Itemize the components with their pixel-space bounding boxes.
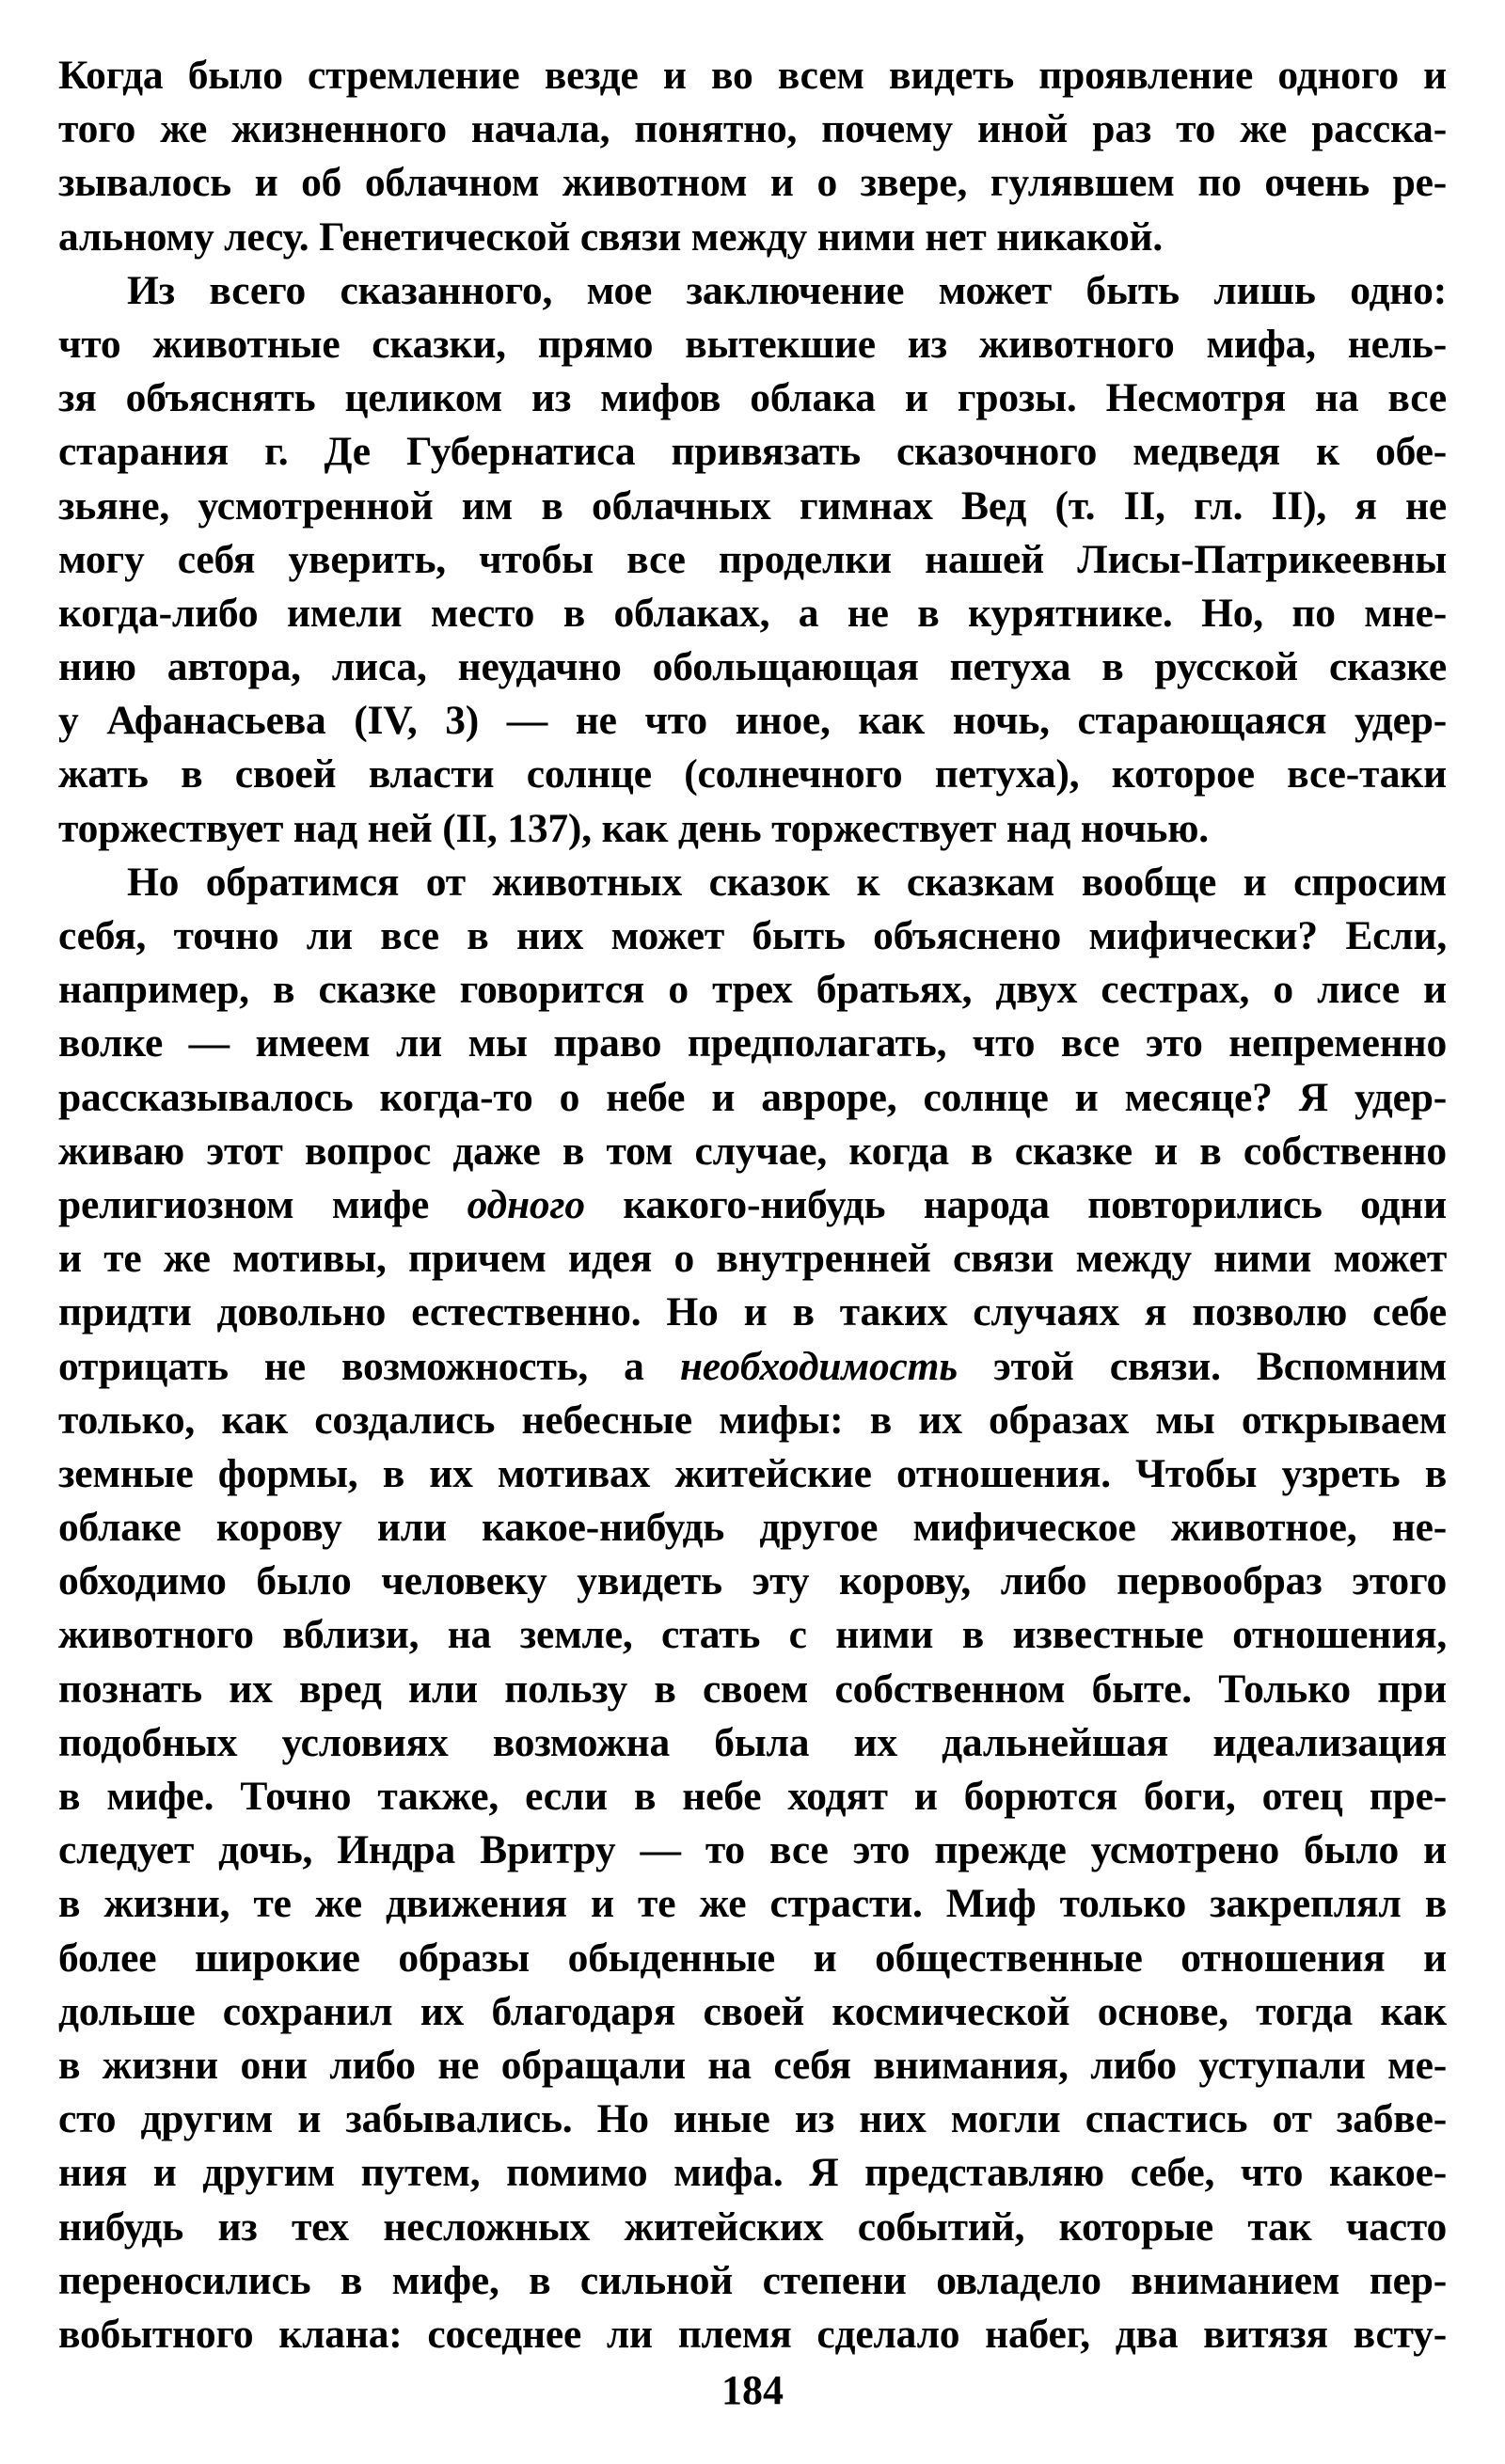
page-number: 184	[721, 2367, 784, 2413]
text-line: могу себя уверить, чтобы все проделки нашей Лисы-Патрикеевны	[58, 536, 1447, 582]
text-line	[58, 1178, 1447, 1232]
text-line: волке — имеем ли мы право предполагать, что все это непременно	[58, 1020, 1447, 1066]
text-line: себя, точно ли все в них может быть объяснено мифически? Если,	[58, 913, 1447, 958]
emphasis-text: одного	[467, 1181, 585, 1227]
text-line: только, как создались небесные мифы: в их образах мы открываем	[58, 1397, 1447, 1443]
text-line: обходимо было человеку увидеть эту корову, либо первообраз этого	[58, 1558, 1447, 1604]
text-line: зьяне, усмотренной им в облачных гимнах Вед (т. II, гл. II), я не	[58, 482, 1447, 529]
text-line: зывалось и об облачном животном и о звере, гулявшем по очень ре-	[58, 160, 1447, 206]
text-line: того же жизненного начала, понятно, почему иной раз то же расска-	[58, 106, 1447, 152]
text-line: когда-либо имели место в облаках, а не в курятнике. Но, по мне-	[58, 590, 1447, 636]
text-line: переносились в мифе, в сильной степени овладело вниманием пер-	[58, 2257, 1447, 2303]
text-segment: отрицать не возможность, а	[58, 1343, 644, 1389]
text-line: подобных условиях возможна была их дальнейшая идеализация	[58, 1719, 1447, 1765]
text-line: в жизни они либо не обращали на себя внимания, либо уступали ме-	[58, 2042, 1447, 2088]
text-line: животного вблизи, на земле, стать с ними в известные отношения,	[58, 1612, 1447, 1658]
text-line: нию автора, лиса, неудачно обольщающая петуха в русской сказке	[58, 644, 1447, 690]
text-line: в мифе. Точно также, если в небе ходят и борются боги, отец пре-	[58, 1774, 1447, 1819]
text-line: старания г. Де Губернатиса привязать сказочного медведя к обе-	[58, 429, 1447, 475]
text-segment: религиозном мифе	[58, 1181, 430, 1227]
text-line: жать в своей власти солнце (солнечного петуха), которое все-таки	[58, 751, 1447, 798]
text-line: живаю этот вопрос даже в том случае, когда в сказке и в собственно	[58, 1128, 1447, 1174]
text-line: ния и другим путем, помимо мифа. Я представляю себе, что какое-	[58, 2150, 1447, 2196]
text-line: альному лесу. Генетической связи между ними нет никакой.	[58, 213, 1164, 260]
text-line: что животные сказки, прямо вытекшие из животного мифа, нель-	[58, 321, 1447, 367]
text-line: облаке корову или какое-нибудь другое мифическое животное, не-	[58, 1505, 1447, 1551]
text-line: следует дочь, Индра Вритру — то все это прежде усмотрено было и	[58, 1827, 1447, 1873]
text-line: вобытного клана: соседнее ли племя сделало набег, два витязя всту-	[58, 2311, 1447, 2357]
text-line: нибудь из тех несложных житейских событий, которые так часто	[58, 2203, 1447, 2250]
text-line: придти довольно естественно. Но и в таких случаях я позволю себе	[58, 1289, 1447, 1335]
text-line: сто другим и забывались. Но иные из них могли спастись от забве-	[58, 2096, 1447, 2142]
text-line: Когда было стремление везде и во всем видеть проявление одного и	[58, 53, 1447, 98]
text-line: например, в сказке говорится о трех братьях, двух сестрах, о лисе и	[58, 967, 1447, 1013]
text-segment: этой связи. Вспомним	[993, 1343, 1447, 1389]
text-line: рассказывалось когда-то о небе и авроре, солнце и месяце? Я удер-	[58, 1074, 1447, 1120]
page-text	[58, 49, 1447, 2361]
text-line	[58, 1340, 1447, 1394]
text-line: земные формы, в их мотивах житейские отношения. Чтобы узреть в	[58, 1450, 1447, 1496]
text-line: и те же мотивы, причем идея о внутренней связи между ними может	[58, 1236, 1447, 1282]
text-line: у Афанасьева (IV, 3) — не что иное, как ночь, старающаяся удер-	[58, 698, 1447, 744]
paragraph-start-line: Из всего сказанного, мое заключение может быть лишь одно:	[127, 267, 1447, 313]
text-line: торжествует над ней (II, 137), как день торжествует над ночью.	[58, 805, 1209, 851]
text-line: зя объяснять целиком из мифов облака и грозы. Несмотря на все	[58, 375, 1447, 421]
text-segment: какого-нибудь народа повторились одни	[623, 1181, 1447, 1227]
text-line: дольше сохранил их благодаря своей космической основе, тогда как	[58, 1988, 1447, 2034]
paragraph-start-line: Но обратимся от животных сказок к сказкам вообще и спросим	[127, 859, 1447, 905]
text-line: более широкие образы обыденные и общественные отношения и	[58, 1935, 1447, 1981]
emphasis-text: необходимость	[679, 1343, 958, 1389]
text-line: познать их вред или пользу в своем собственном быте. Только при	[58, 1666, 1447, 1712]
text-line: в жизни, те же движения и те же страсти. Миф только закреплял в	[58, 1881, 1447, 1927]
